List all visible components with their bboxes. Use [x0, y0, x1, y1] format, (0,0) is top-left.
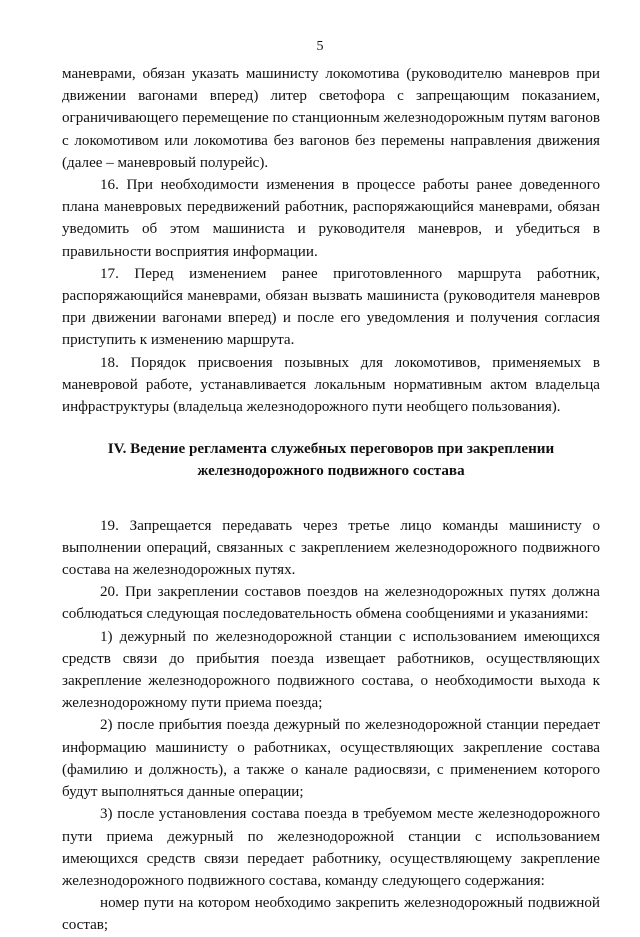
list-item-20-3-sub: номер пути на котором необходимо закрепить железнодорожный подвижной состав; — [62, 895, 600, 934]
paragraph-16: 16. При необходимости изменения в процессе работы ранее доведенного плана маневровых передвижений работник, распоряжающийся маневрами, обязан уведомить об этом машиниста и руководителя маневров, и убедиться в правильности восприятия информации. — [62, 177, 600, 260]
list-item-20-1: 1) дежурный по железнодорожной станции с использованием имеющихся средств связи до прибытия поезда извещает работников, осуществляющих закрепление железнодорожного подвижного состава, о необходимости выхода к железнодорожному пути приема поезда; — [62, 628, 600, 712]
paragraph-20: 20. При закреплении составов поездов на железнодорожных путях должна соблюдаться следующая последовательность обмена сообщениями и указаниями: — [62, 584, 600, 623]
document-body — [62, 63, 600, 937]
section-heading-line-1: IV. Ведение регламента служебных переговоров при закреплении — [107, 441, 555, 458]
paragraph-continuation: маневрами, обязан указать машинисту локомотива (руководителю маневров при движении вагонами вперед) литер светофора с запрещающим показанием, ограничивающего перемещение по станционным железнодорожным путям вагонов с локомотивом или локомотива без вагонов без перемены направления движения (далее – маневровый полурейс). — [62, 66, 600, 171]
list-item-20-3: 3) после установления состава поезда в требуемом месте железнодорожного пути приема дежурный по железнодорожной станции с использованием имеющихся средств связи передает работнику, осуществляющему закрепление железнодорожного подвижного состава, команду следующего содержания: — [62, 806, 600, 889]
list-item-20-2: 2) после прибытия поезда дежурный по железнодорожной станции передает информацию машинисту о работниках, осуществляющих закрепление состава (фамилию и должность), а также о канале радиосвязи, с применением которого будут выполняться данные операции; — [62, 717, 600, 801]
section-heading — [62, 438, 600, 482]
page-number: 5 — [316, 39, 324, 54]
paragraph-18: 18. Порядок присвоения позывных для локомотивов, применяемых в маневровой работе, устанавливается локальным нормативным актом владельца инфраструктуры (владельца железнодорожного пути необщего пользования). — [62, 354, 600, 416]
paragraph-17: 17. Перед изменением ранее приготовленного маршрута работник, распоряжающийся маневрами, обязан вызвать машиниста (руководителя маневров при движении вагонами вперед) и после его уведомления и получения согласия приступить к изменению маршрута. — [62, 265, 600, 349]
section-heading-line-2: железнодорожного подвижного состава — [197, 463, 465, 480]
paragraph-19: 19. Запрещается передавать через третье лицо команды машинисту о выполнении операций, связанных с закреплением железнодорожного подвижного состава на железнодорожных путях. — [62, 517, 600, 579]
